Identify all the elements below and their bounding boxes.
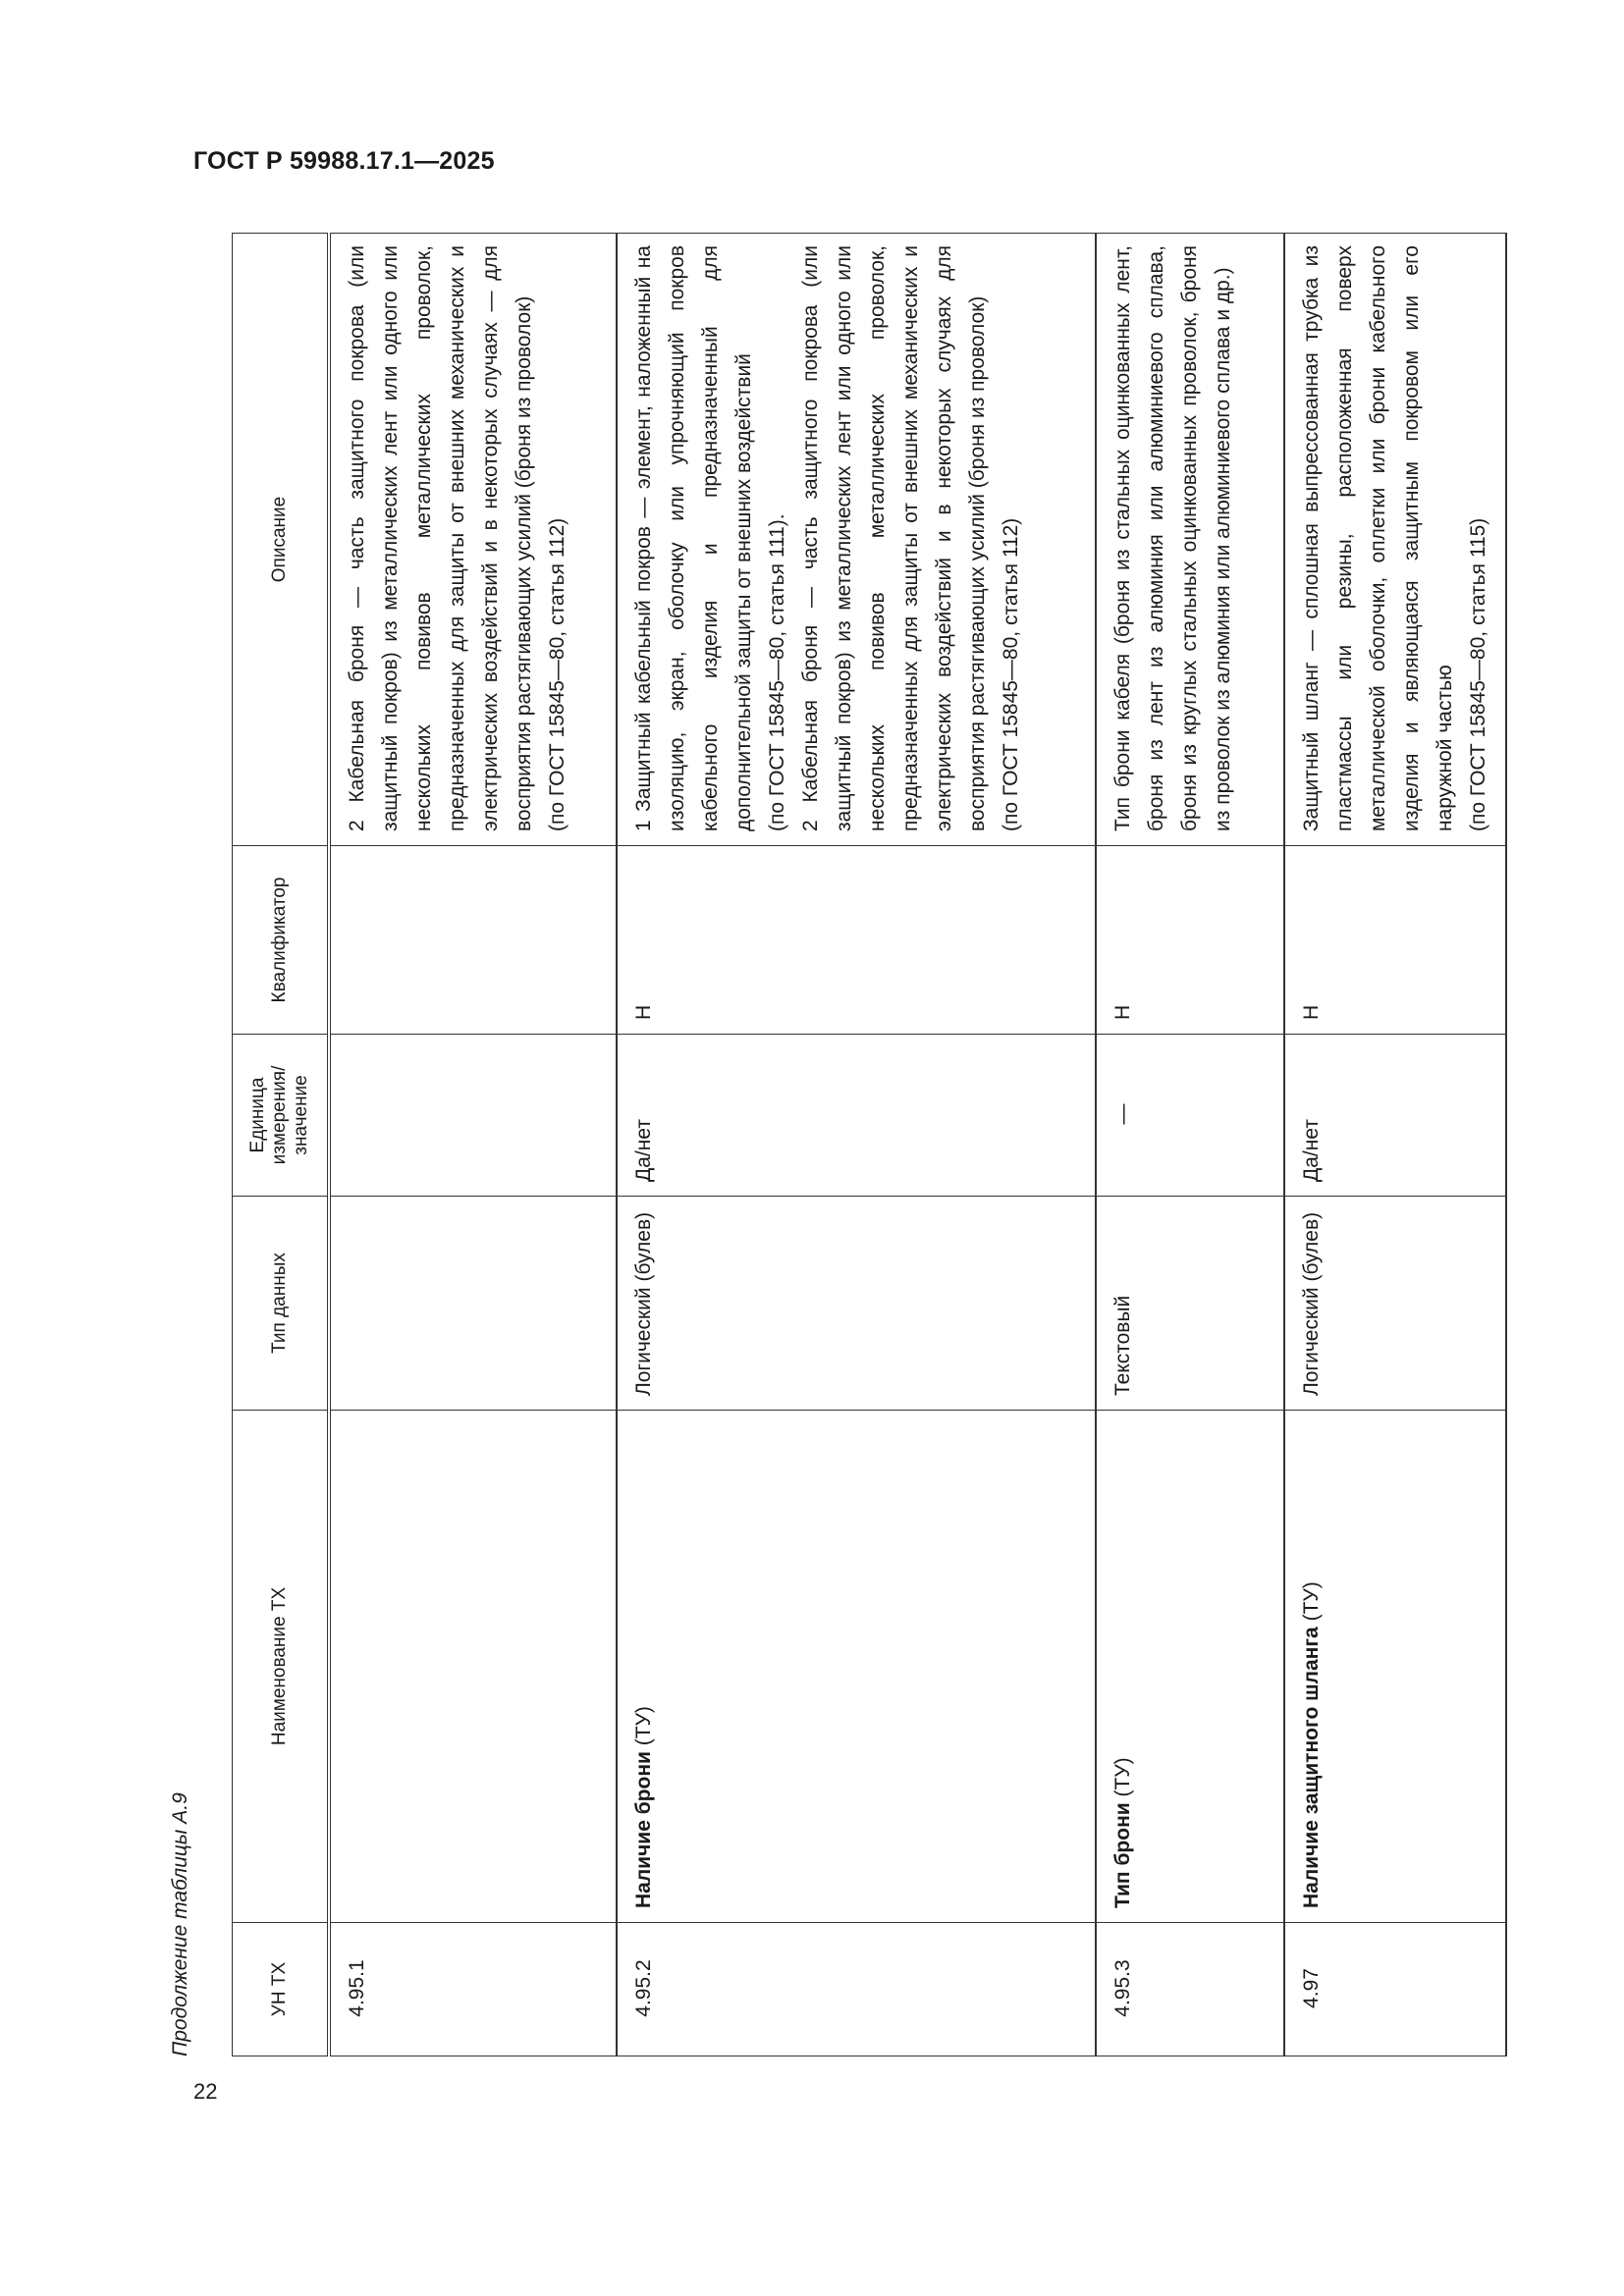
desc-line: (по ГОСТ 15845—80, статья 112) (1000, 517, 1022, 831)
cell-description (617, 234, 1096, 846)
table-caption: Продолжение таблицы А.9 (169, 1792, 191, 2056)
cell-name (1284, 1411, 1506, 1923)
desc-line: 1 Защитный кабельный покров — элемент, наложенный на изоляцию, экран, оболочку или упрочняющий покров кабельного изделия и предназначенный для дополнительной защиты от внешних воздействий (632, 245, 755, 831)
desc-line: (по ГОСТ 15845—80, статья 115) (1467, 517, 1489, 831)
document-header: ГОСТ Р 59988.17.1—2025 (193, 147, 495, 175)
name-bold: Наличие брони (632, 1751, 655, 1908)
table-row (329, 234, 617, 2056)
desc-line: 2 Кабельная броня — часть защитного покрова (или защитный покров) из металлических лент или одного или нескольких повивов металлических проволок, предназначенных для защиты от внешних механических и электрических воздействий и в некоторых случаях для восприятия растягивающих усилий (броня из проволок) (799, 245, 989, 831)
cell-un: 4.95.1 (329, 1923, 617, 2056)
name-suffix: (ТУ) (1111, 1757, 1134, 1803)
cell-unit (329, 1035, 617, 1197)
table-row (1096, 234, 1284, 2056)
col-header-unit: Единица измерения/ значение (233, 1035, 330, 1197)
col-header-description: Описание (233, 234, 330, 846)
desc-line: (по ГОСТ 15845—80, статья 112) (546, 517, 568, 831)
cell-name (329, 1411, 617, 1923)
col-header-un: УН ТХ (233, 1923, 330, 2056)
specification-table (232, 233, 1507, 2056)
name-suffix: (ТУ) (632, 1706, 655, 1752)
cell-description (329, 234, 617, 846)
cell-qualifier: Н (1284, 846, 1506, 1035)
col-header-type: Тип данных (233, 1197, 330, 1411)
cell-type: Текстовый (1096, 1197, 1284, 1411)
cell-qualifier (329, 846, 617, 1035)
cell-description (1096, 234, 1284, 846)
cell-un: 4.95.3 (1096, 1923, 1284, 2056)
cell-name (617, 1411, 1096, 1923)
table-row (617, 234, 1096, 2056)
desc-line: (по ГОСТ 15845—80, статья 111). (766, 513, 788, 831)
table-header-row (233, 234, 330, 2056)
rotated-table-block (167, 234, 1502, 2056)
table-row (1284, 234, 1506, 2056)
desc-line: 2 Кабельная броня — часть защитного покрова (или защитный покров) из металлических лент или одного или нескольких повивов металлических проволок, предназначенных для защиты от внешних механических и электрических воздействий и в некоторых случаях — для восприятия растягивающих усилий (броня из проволок) (346, 245, 535, 831)
cell-unit: Да/нет (1284, 1035, 1506, 1197)
cell-un: 4.95.2 (617, 1923, 1096, 2056)
col-header-name: Наименование ТХ (233, 1411, 330, 1923)
cell-name (1096, 1411, 1284, 1923)
name-suffix: (ТУ) (1300, 1581, 1323, 1628)
cell-un: 4.97 (1284, 1923, 1506, 2056)
cell-type (329, 1197, 617, 1411)
cell-qualifier: Н (1096, 846, 1284, 1035)
name-bold: Наличие защитного шланга (1300, 1627, 1323, 1908)
cell-description (1284, 234, 1506, 846)
page-number: 22 (193, 2079, 218, 2104)
cell-type: Логический (булев) (617, 1197, 1096, 1411)
cell-type: Логический (булев) (1284, 1197, 1506, 1411)
cell-unit: — (1096, 1035, 1284, 1197)
desc-line: Защитный шланг — сплошная выпрессованная трубка из пластмассы или резины, расположенная поверх металлической оболочки, оплетки или брони кабельного изделия и являющаяся защитным покровом или его наружной частью (1300, 245, 1456, 831)
desc-line: Тип брони кабеля (броня из стальных оцинкованных лент, броня из лент из алюминия или алюминиевого сплава, броня из круглых стальных оцинкованных проволок, броня из проволок из алюминия или алюминиевого сплава и др.) (1111, 245, 1234, 831)
cell-qualifier: Н (617, 846, 1096, 1035)
col-header-qualifier: Квалификатор (233, 846, 330, 1035)
cell-unit: Да/нет (617, 1035, 1096, 1197)
name-bold: Тип брони (1111, 1802, 1134, 1908)
